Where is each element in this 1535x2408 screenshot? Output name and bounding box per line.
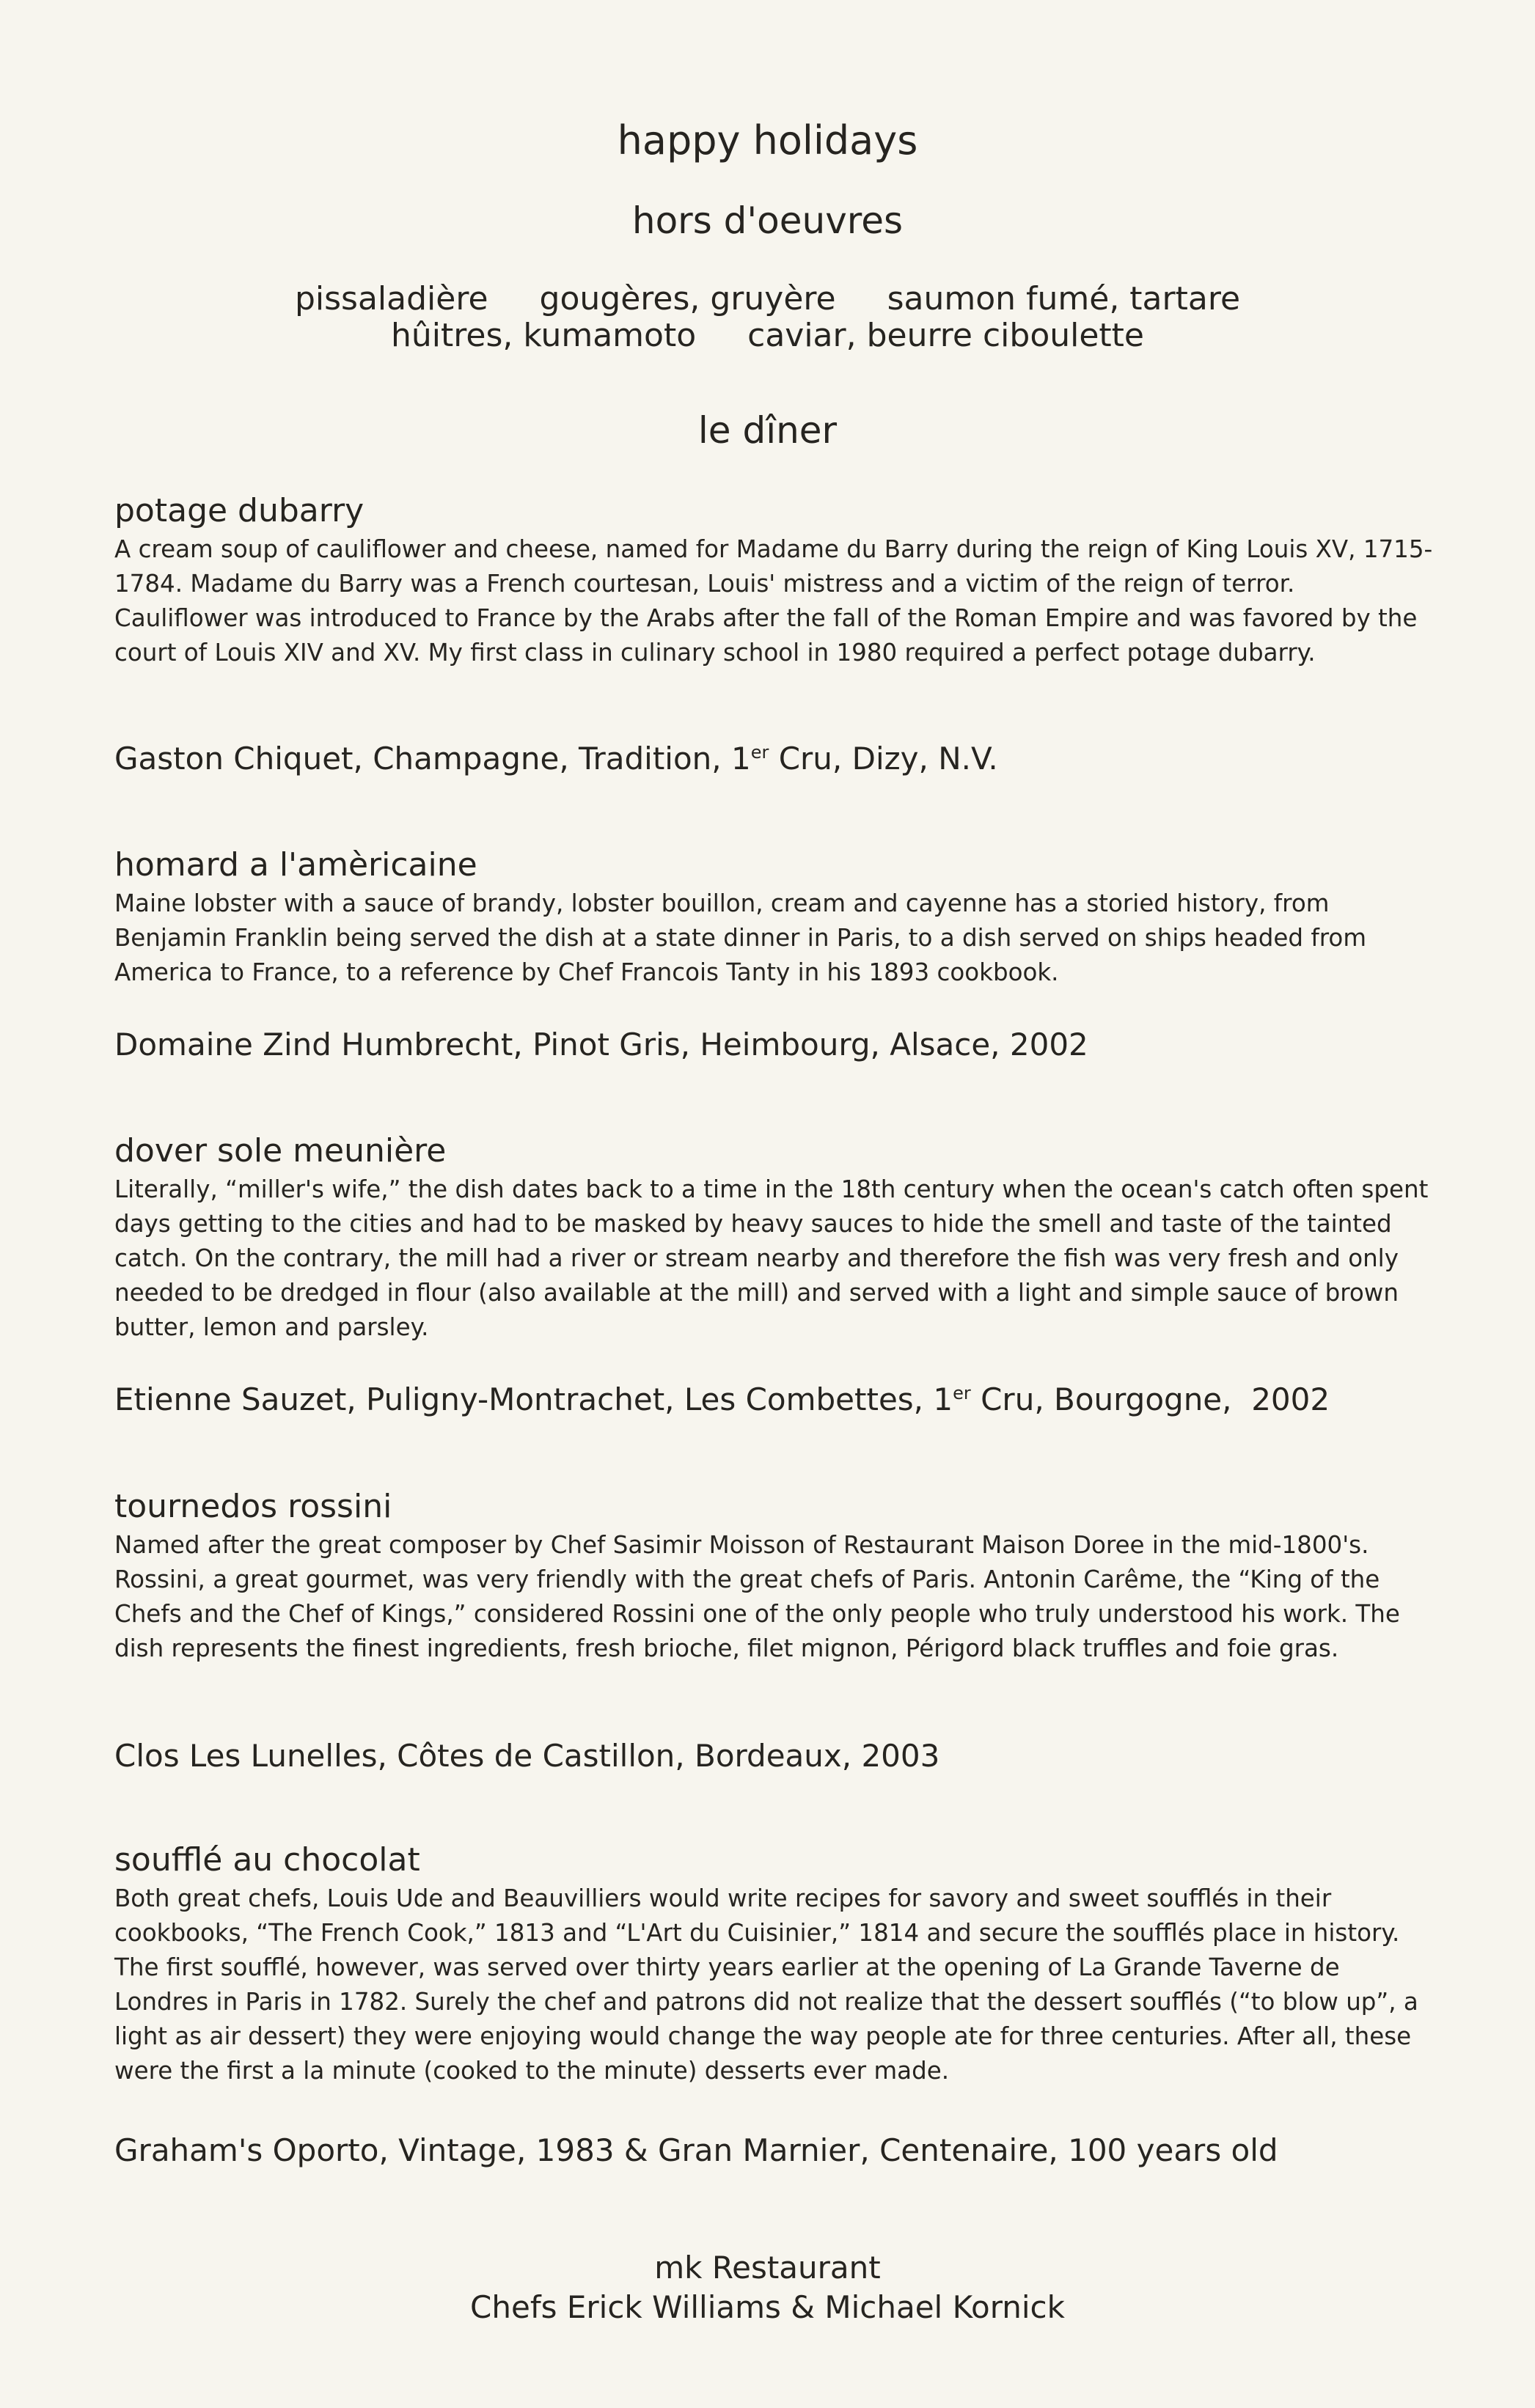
course-name: soufflé au chocolat bbox=[114, 1841, 420, 1879]
course-potage-dubarry bbox=[114, 493, 1435, 670]
course-souffle bbox=[114, 1842, 1435, 2088]
wine-name: Graham's Oporto, Vintage, 1983 & Gran Marnier, Centenaire, 100 years old bbox=[114, 2132, 1278, 2168]
wine-name: Clos Les Lunelles, Côtes de Castillon, Bordeaux, 2003 bbox=[114, 1738, 940, 1774]
hors-item: saumon fumé, tartare bbox=[887, 280, 1241, 317]
wine-pairing bbox=[114, 2132, 1278, 2168]
hors-item: pissaladière bbox=[294, 280, 488, 317]
hors-doeuvres-line-1 bbox=[0, 280, 1535, 317]
wine-name: Etienne Sauzet, Puligny-Montrachet, Les Combettes, 1 bbox=[114, 1381, 953, 1417]
wine-pairing bbox=[114, 1381, 1330, 1417]
course-name: tournedos rossini bbox=[114, 1488, 392, 1525]
course-name: dover sole meunière bbox=[114, 1132, 447, 1170]
wine-name-rest: Cru, Bourgogne, 2002 bbox=[970, 1381, 1330, 1417]
wine-pairing bbox=[114, 1027, 1088, 1062]
hors-doeuvres-heading: hors d'oeuvres bbox=[631, 199, 904, 242]
le-diner-heading: le dîner bbox=[697, 409, 838, 452]
course-name: potage dubarry bbox=[114, 492, 364, 529]
course-description: Literally, “miller's wife,” the dish dates back to a time in the 18th century when the ocean's catch often spent days getting to the cities and had to be masked by heavy sauces to hide the smell and taste of the tainted catch. On the contrary, the mill had a river or stream nearby and therefore the fish was very fresh and only needed to be dredged in flour (also available at the mill) and served with a light and simple sauce of brown butter, lemon and parsley. bbox=[114, 1175, 1429, 1341]
course-homard bbox=[114, 847, 1435, 990]
wine-superscript: er bbox=[953, 1383, 971, 1403]
hors-item: gougères, gruyère bbox=[539, 280, 836, 317]
course-description: Named after the great composer by Chef Sasimir Moisson of Restaurant Maison Doree in the mid-1800's. Rossini, a great gourmet, was very friendly with the great chefs of Paris. Antonin Carême, the “King of the Chefs and the Chef of Kings,” considered Rossini one of the only people who truly understood his work. The dish represents the finest ingredients, fresh brioche, filet mignon, Périgord black truffles and foie gras. bbox=[114, 1531, 1400, 1662]
chefs-credit: Chefs Erick Williams & Michael Kornick bbox=[470, 2289, 1065, 2325]
course-description: Maine lobster with a sauce of brandy, lobster bouillon, cream and cayenne has a storied history, from Benjamin Franklin being served the dish at a state dinner in Paris, to a dish served on ships headed from America to France, to a reference by Chef Francois Tanty in his 1893 cookbook. bbox=[114, 889, 1366, 986]
course-name: homard a l'amèricaine bbox=[114, 846, 477, 884]
course-dover-sole bbox=[114, 1133, 1435, 1345]
wine-name: Domaine Zind Humbrecht, Pinot Gris, Heimbourg, Alsace, 2002 bbox=[114, 1027, 1088, 1062]
course-description: Both great chefs, Louis Ude and Beauvilliers would write recipes for savory and sweet soufflés in their cookbooks, “The French Cook,” 1813 and “L'Art du Cuisinier,” 1814 and secure the soufflés place in history. The first soufflé, however, was served over thirty years earlier at the opening of La Grande Taverne de Londres in Paris in 1782. Surely the chef and patrons did not realize that the dessert soufflés (“to blow up”, a light as air dessert) they were enjoying would change the way people ate for three centuries. After all, these were the first a la minute (cooked to the minute) desserts ever made. bbox=[114, 1884, 1418, 2085]
wine-name: Gaston Chiquet, Champagne, Tradition, 1 bbox=[114, 741, 751, 777]
hors-item: hûitres, kumamoto bbox=[391, 317, 697, 354]
course-description: A cream soup of cauliflower and cheese, named for Madame du Barry during the reign of King Louis XV, 1715-1784. Madame du Barry was a French courtesan, Louis' mistress and a victim of the reign of terror. Cauliflower was introduced to France by the Arabs after the fall of the Roman Empire and was favored by the court of Louis XIV and XV. My first class in culinary school in 1980 required a perfect potage dubarry. bbox=[114, 535, 1433, 667]
hors-doeuvres-line-2 bbox=[0, 317, 1535, 354]
menu-title: happy holidays bbox=[617, 117, 918, 164]
wine-pairing bbox=[114, 1738, 939, 1774]
wine-name-rest: Cru, Dizy, N.V. bbox=[769, 741, 998, 777]
wine-pairing bbox=[114, 741, 998, 777]
restaurant-name: mk Restaurant bbox=[654, 2250, 881, 2286]
hors-item: caviar, beurre ciboulette bbox=[747, 317, 1144, 354]
course-tournedos-rossini bbox=[114, 1489, 1435, 1666]
wine-superscript: er bbox=[750, 742, 769, 763]
